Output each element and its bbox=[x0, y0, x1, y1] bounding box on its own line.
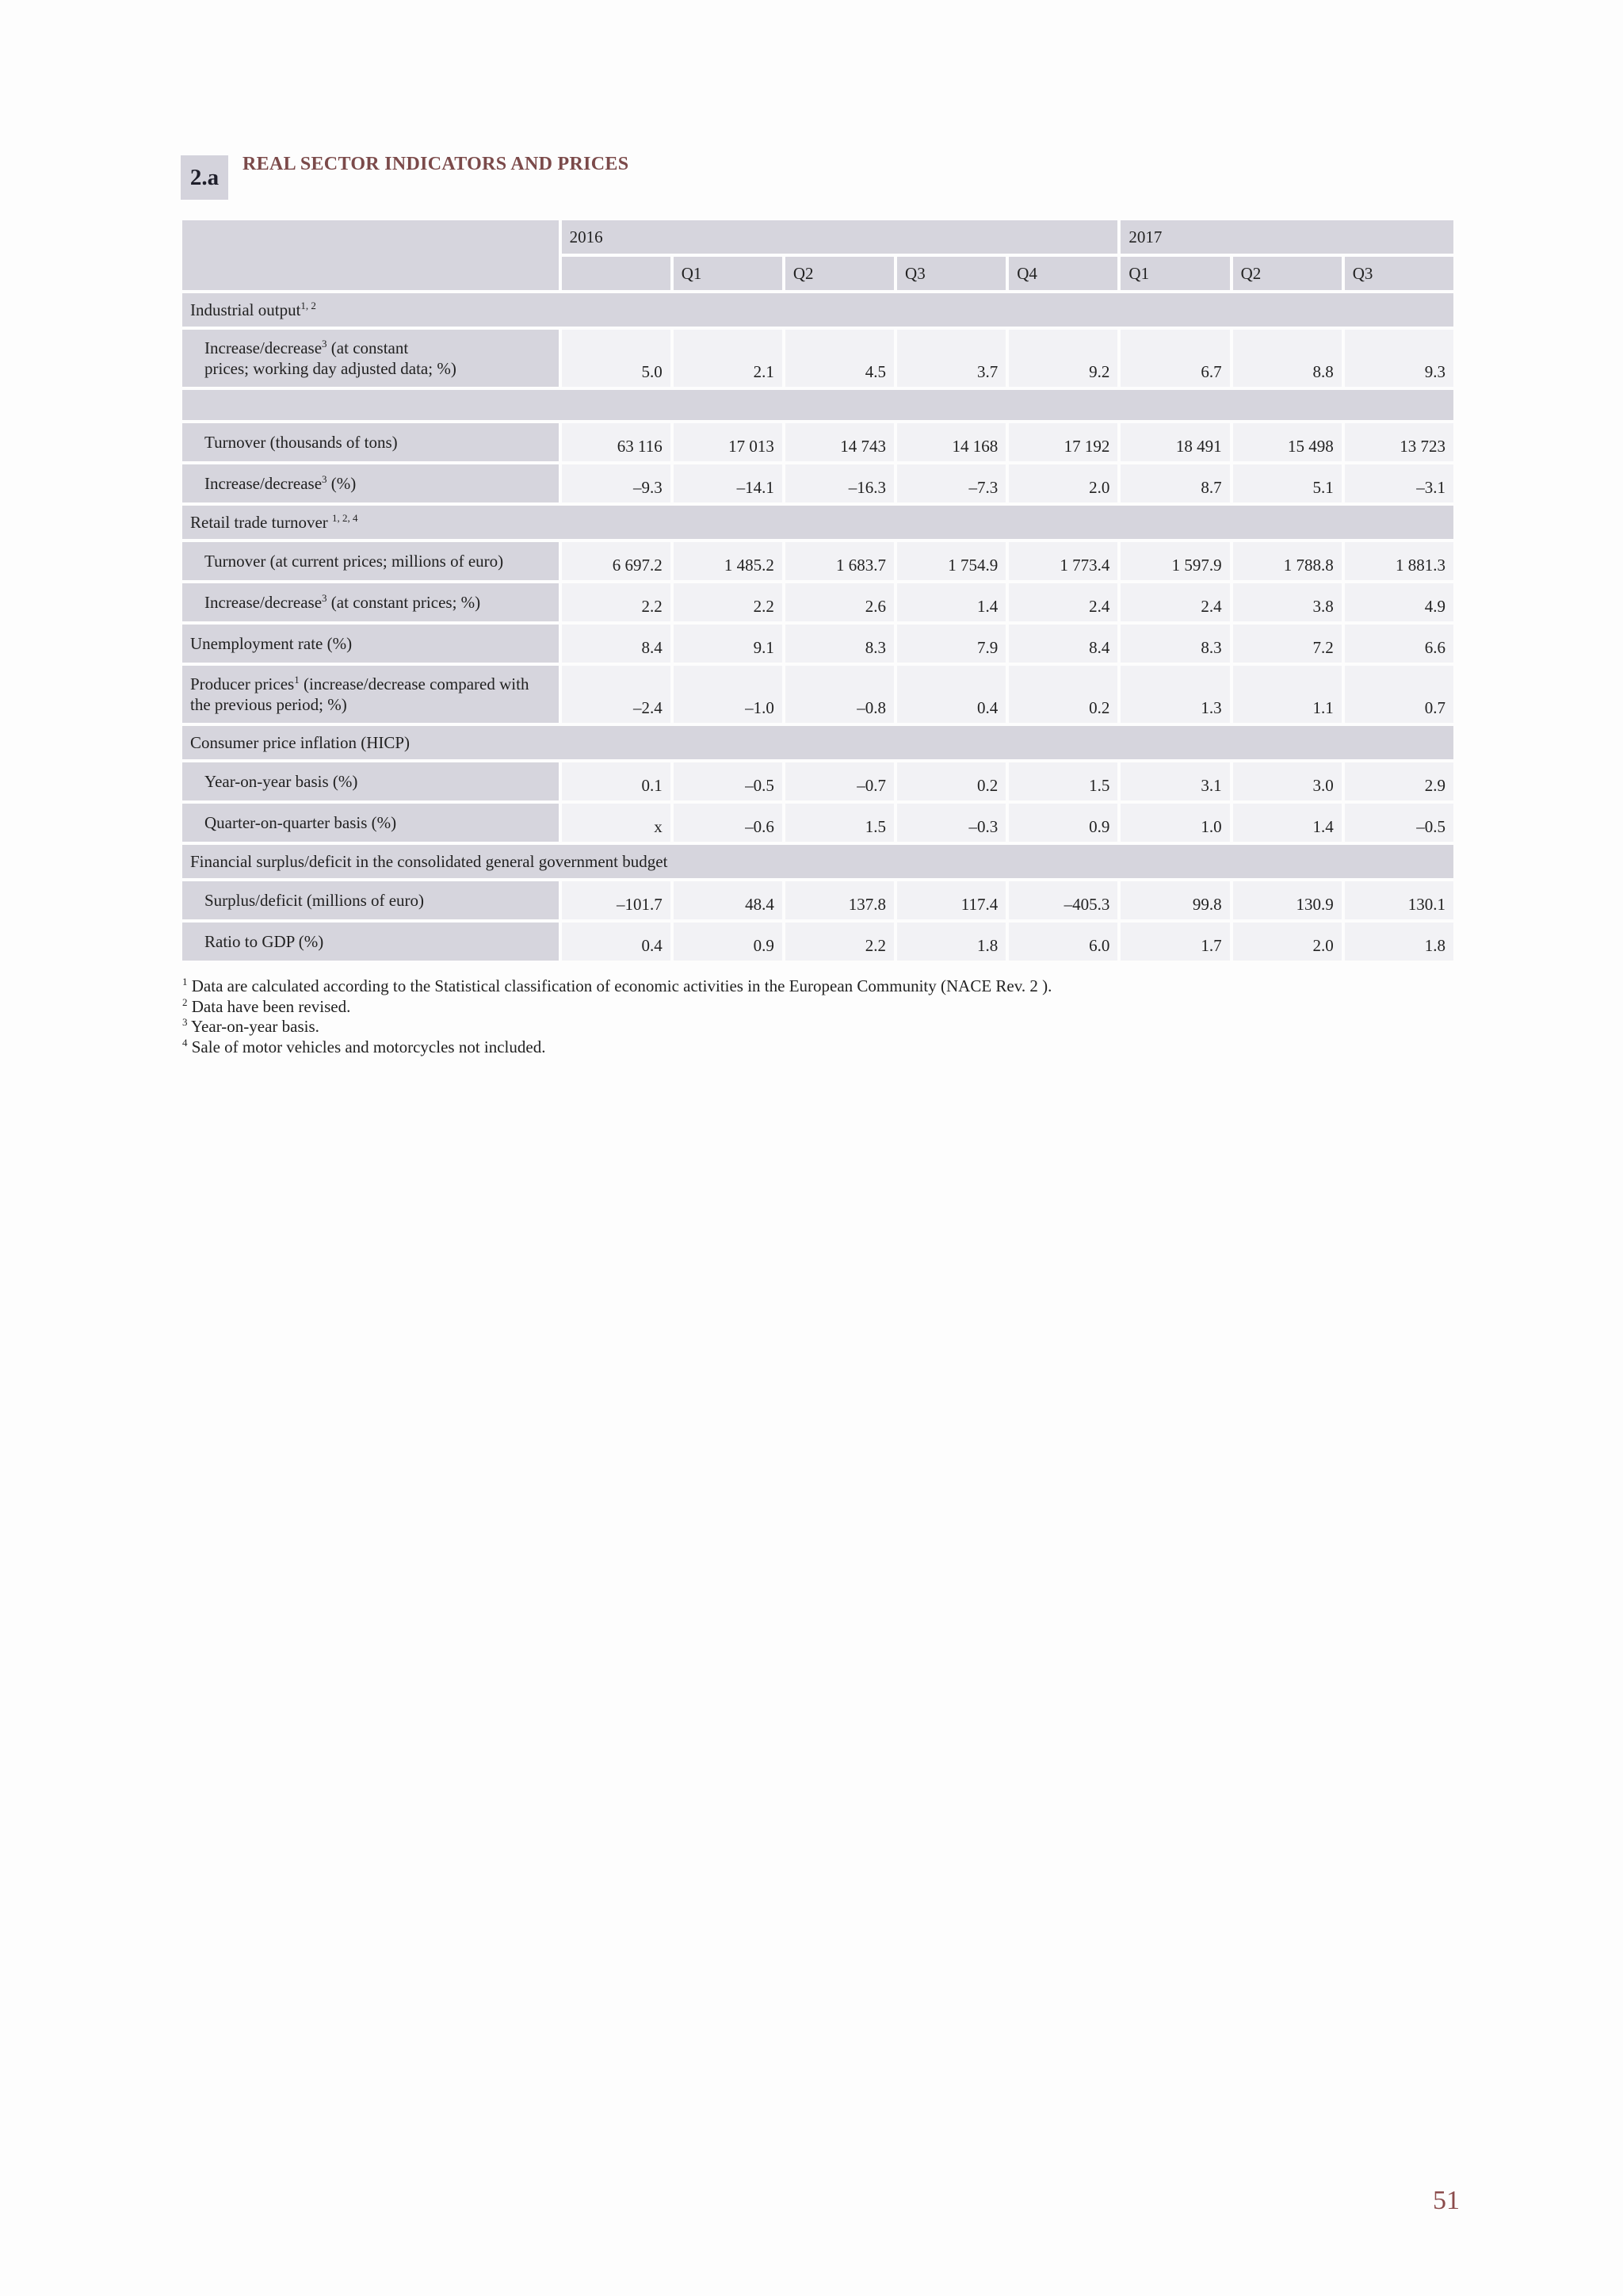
table-row bbox=[182, 542, 1453, 580]
table-cell: 0.4 bbox=[897, 666, 1006, 723]
table-cell: –9.3 bbox=[562, 464, 670, 502]
footnote: $^4$ Sale of motor vehicles and motorcycles not included. bbox=[182, 1036, 546, 1056]
header-quarter: Q2 bbox=[785, 257, 894, 290]
table-cell: –2.4 bbox=[562, 666, 670, 723]
table-cell: –101.7 bbox=[562, 881, 670, 919]
table-cell: 1.3 bbox=[1121, 666, 1229, 723]
table-cell: 4.5 bbox=[785, 330, 894, 387]
table-row bbox=[182, 464, 1453, 502]
table-cell: 6.0 bbox=[1009, 923, 1117, 961]
header-annual-blank bbox=[562, 257, 670, 290]
section-label: Industrial output$^{1, 2}$ bbox=[182, 293, 1453, 327]
table-cell: –0.7 bbox=[785, 762, 894, 800]
table-cell: 0.2 bbox=[1009, 666, 1117, 723]
table-cell: 17 013 bbox=[674, 423, 782, 461]
table-cell: 130.9 bbox=[1233, 881, 1342, 919]
table-row bbox=[182, 666, 1453, 723]
section-title: REAL SECTOR INDICATORS AND PRICES bbox=[242, 154, 629, 174]
section-number: 2.a bbox=[181, 155, 228, 200]
table-cell: 14 743 bbox=[785, 423, 894, 461]
table-cell: 48.4 bbox=[674, 881, 782, 919]
table-cell: 2.0 bbox=[1009, 464, 1117, 502]
row-label: Quarter-on-quarter basis (%) bbox=[182, 804, 559, 842]
table-cell: 6.7 bbox=[1121, 330, 1229, 387]
table-cell: 8.3 bbox=[1121, 625, 1229, 663]
table-row bbox=[182, 804, 1453, 842]
table-row bbox=[182, 923, 1453, 961]
table-row bbox=[182, 423, 1453, 461]
table-cell: 2.2 bbox=[674, 583, 782, 621]
table-row bbox=[182, 583, 1453, 621]
table-cell: –0.6 bbox=[674, 804, 782, 842]
table-cell: 9.3 bbox=[1345, 330, 1453, 387]
row-label: Surplus/deficit (millions of euro) bbox=[182, 881, 559, 919]
table-cell: –0.3 bbox=[897, 804, 1006, 842]
table-cell: 1.8 bbox=[897, 923, 1006, 961]
table-cell: –0.5 bbox=[674, 762, 782, 800]
gap-cell bbox=[182, 390, 1453, 420]
table-cell: –0.5 bbox=[1345, 804, 1453, 842]
header-quarter: Q1 bbox=[1121, 257, 1229, 290]
table-cell: 7.2 bbox=[1233, 625, 1342, 663]
section-row-retail bbox=[182, 506, 1453, 539]
table-cell: 2.4 bbox=[1009, 583, 1117, 621]
table-cell: –0.8 bbox=[785, 666, 894, 723]
table-cell: 1 881.3 bbox=[1345, 542, 1453, 580]
row-label: Ratio to GDP (%) bbox=[182, 923, 559, 961]
table-cell: 18 491 bbox=[1121, 423, 1229, 461]
row-label: Increase/decrease$^3$ (at constant prices; working day adjusted data; %) bbox=[182, 330, 559, 387]
table-cell: 9.2 bbox=[1009, 330, 1117, 387]
table-cell: 0.9 bbox=[1009, 804, 1117, 842]
table-row bbox=[182, 881, 1453, 919]
table-row bbox=[182, 762, 1453, 800]
table-cell: –1.0 bbox=[674, 666, 782, 723]
table-cell: 137.8 bbox=[785, 881, 894, 919]
table-cell: 1.5 bbox=[1009, 762, 1117, 800]
table-cell: 1.4 bbox=[1233, 804, 1342, 842]
table-cell: 1.4 bbox=[897, 583, 1006, 621]
header-quarter: Q3 bbox=[1345, 257, 1453, 290]
table-cell: 2.2 bbox=[562, 583, 670, 621]
table-cell: –16.3 bbox=[785, 464, 894, 502]
table-cell: 1 788.8 bbox=[1233, 542, 1342, 580]
footnote: $^3$ Year-on-year basis. bbox=[182, 1016, 319, 1036]
table-cell: 1.7 bbox=[1121, 923, 1229, 961]
table-cell: 13 723 bbox=[1345, 423, 1453, 461]
table-cell: 1.5 bbox=[785, 804, 894, 842]
section-label: Financial surplus/deficit in the consolidated general government budget bbox=[182, 845, 1453, 878]
header-quarter: Q1 bbox=[674, 257, 782, 290]
section-label: Consumer price inflation (HICP) bbox=[182, 726, 1453, 759]
table-cell: 2.1 bbox=[674, 330, 782, 387]
table-cell: 3.0 bbox=[1233, 762, 1342, 800]
row-label: Producer prices$^1$ (increase/decrease compared with the previous period; %) bbox=[182, 666, 559, 723]
gap-row bbox=[182, 390, 1453, 420]
table-cell: 0.1 bbox=[562, 762, 670, 800]
row-label: Unemployment rate (%) bbox=[182, 625, 559, 663]
section-row-fiscal bbox=[182, 845, 1453, 878]
header-corner bbox=[182, 220, 559, 290]
table-cell: 99.8 bbox=[1121, 881, 1229, 919]
table-cell: 1 597.9 bbox=[1121, 542, 1229, 580]
table-cell: 3.7 bbox=[897, 330, 1006, 387]
table-cell: 1.0 bbox=[1121, 804, 1229, 842]
table-cell: 0.4 bbox=[562, 923, 670, 961]
table-cell: 14 168 bbox=[897, 423, 1006, 461]
table-cell: 1 754.9 bbox=[897, 542, 1006, 580]
table-cell: 2.9 bbox=[1345, 762, 1453, 800]
table-cell: 2.6 bbox=[785, 583, 894, 621]
table-cell: 2.0 bbox=[1233, 923, 1342, 961]
table-cell: 2.4 bbox=[1121, 583, 1229, 621]
header-quarter: Q3 bbox=[897, 257, 1006, 290]
table-cell: 8.8 bbox=[1233, 330, 1342, 387]
table-row bbox=[182, 330, 1453, 387]
section-row-cpi bbox=[182, 726, 1453, 759]
header-year-2017: 2017 bbox=[1121, 220, 1453, 254]
table-cell: 117.4 bbox=[897, 881, 1006, 919]
footnotes bbox=[182, 976, 1052, 1057]
table-cell: 0.2 bbox=[897, 762, 1006, 800]
table-cell: 8.4 bbox=[562, 625, 670, 663]
table-cell: 17 192 bbox=[1009, 423, 1117, 461]
table-cell: –405.3 bbox=[1009, 881, 1117, 919]
row-label: Increase/decrease$^3$ (%) bbox=[182, 464, 559, 502]
table-cell: 8.4 bbox=[1009, 625, 1117, 663]
table-cell: 8.3 bbox=[785, 625, 894, 663]
table-cell: 3.1 bbox=[1121, 762, 1229, 800]
table-row bbox=[182, 625, 1453, 663]
indicators-table bbox=[179, 217, 1457, 964]
row-label: Turnover (at current prices; millions of euro) bbox=[182, 542, 559, 580]
header-years-row bbox=[182, 220, 1453, 254]
table-cell: 15 498 bbox=[1233, 423, 1342, 461]
table-cell: –3.1 bbox=[1345, 464, 1453, 502]
table-cell: 5.0 bbox=[562, 330, 670, 387]
header-year-2016: 2016 bbox=[562, 220, 1118, 254]
table-cell: 3.8 bbox=[1233, 583, 1342, 621]
table-cell: 1.1 bbox=[1233, 666, 1342, 723]
table-cell: 7.9 bbox=[897, 625, 1006, 663]
table-cell: 0.7 bbox=[1345, 666, 1453, 723]
section-row-industrial-output bbox=[182, 293, 1453, 327]
table-cell: –7.3 bbox=[897, 464, 1006, 502]
header-quarter: Q4 bbox=[1009, 257, 1117, 290]
row-label: Year-on-year basis (%) bbox=[182, 762, 559, 800]
table-cell: 0.9 bbox=[674, 923, 782, 961]
table-cell: 2.2 bbox=[785, 923, 894, 961]
page-number: 51 bbox=[1433, 2186, 1460, 2215]
section-label: Retail trade turnover $^{1, 2, 4}$ bbox=[182, 506, 1453, 539]
header-quarter: Q2 bbox=[1233, 257, 1342, 290]
table-cell: 4.9 bbox=[1345, 583, 1453, 621]
footnote: $^2$ Data have been revised. bbox=[182, 995, 351, 1016]
table-cell: 5.1 bbox=[1233, 464, 1342, 502]
row-label: Turnover (thousands of tons) bbox=[182, 423, 559, 461]
table-cell: 8.7 bbox=[1121, 464, 1229, 502]
table-cell: –14.1 bbox=[674, 464, 782, 502]
table-cell: 1 485.2 bbox=[674, 542, 782, 580]
table-cell: 6 697.2 bbox=[562, 542, 670, 580]
table-cell: 1 683.7 bbox=[785, 542, 894, 580]
table-cell: x bbox=[562, 804, 670, 842]
table-cell: 63 116 bbox=[562, 423, 670, 461]
row-label: Increase/decrease$^3$ (at constant prices; %) bbox=[182, 583, 559, 621]
table-cell: 130.1 bbox=[1345, 881, 1453, 919]
table-cell: 1 773.4 bbox=[1009, 542, 1117, 580]
table-cell: 1.8 bbox=[1345, 923, 1453, 961]
footnote: $^1$ Data are calculated according to the Statistical classification of economic activities in the European Community (NACE Rev. 2 ). bbox=[182, 976, 1052, 995]
table-cell: 6.6 bbox=[1345, 625, 1453, 663]
table-cell: 9.1 bbox=[674, 625, 782, 663]
